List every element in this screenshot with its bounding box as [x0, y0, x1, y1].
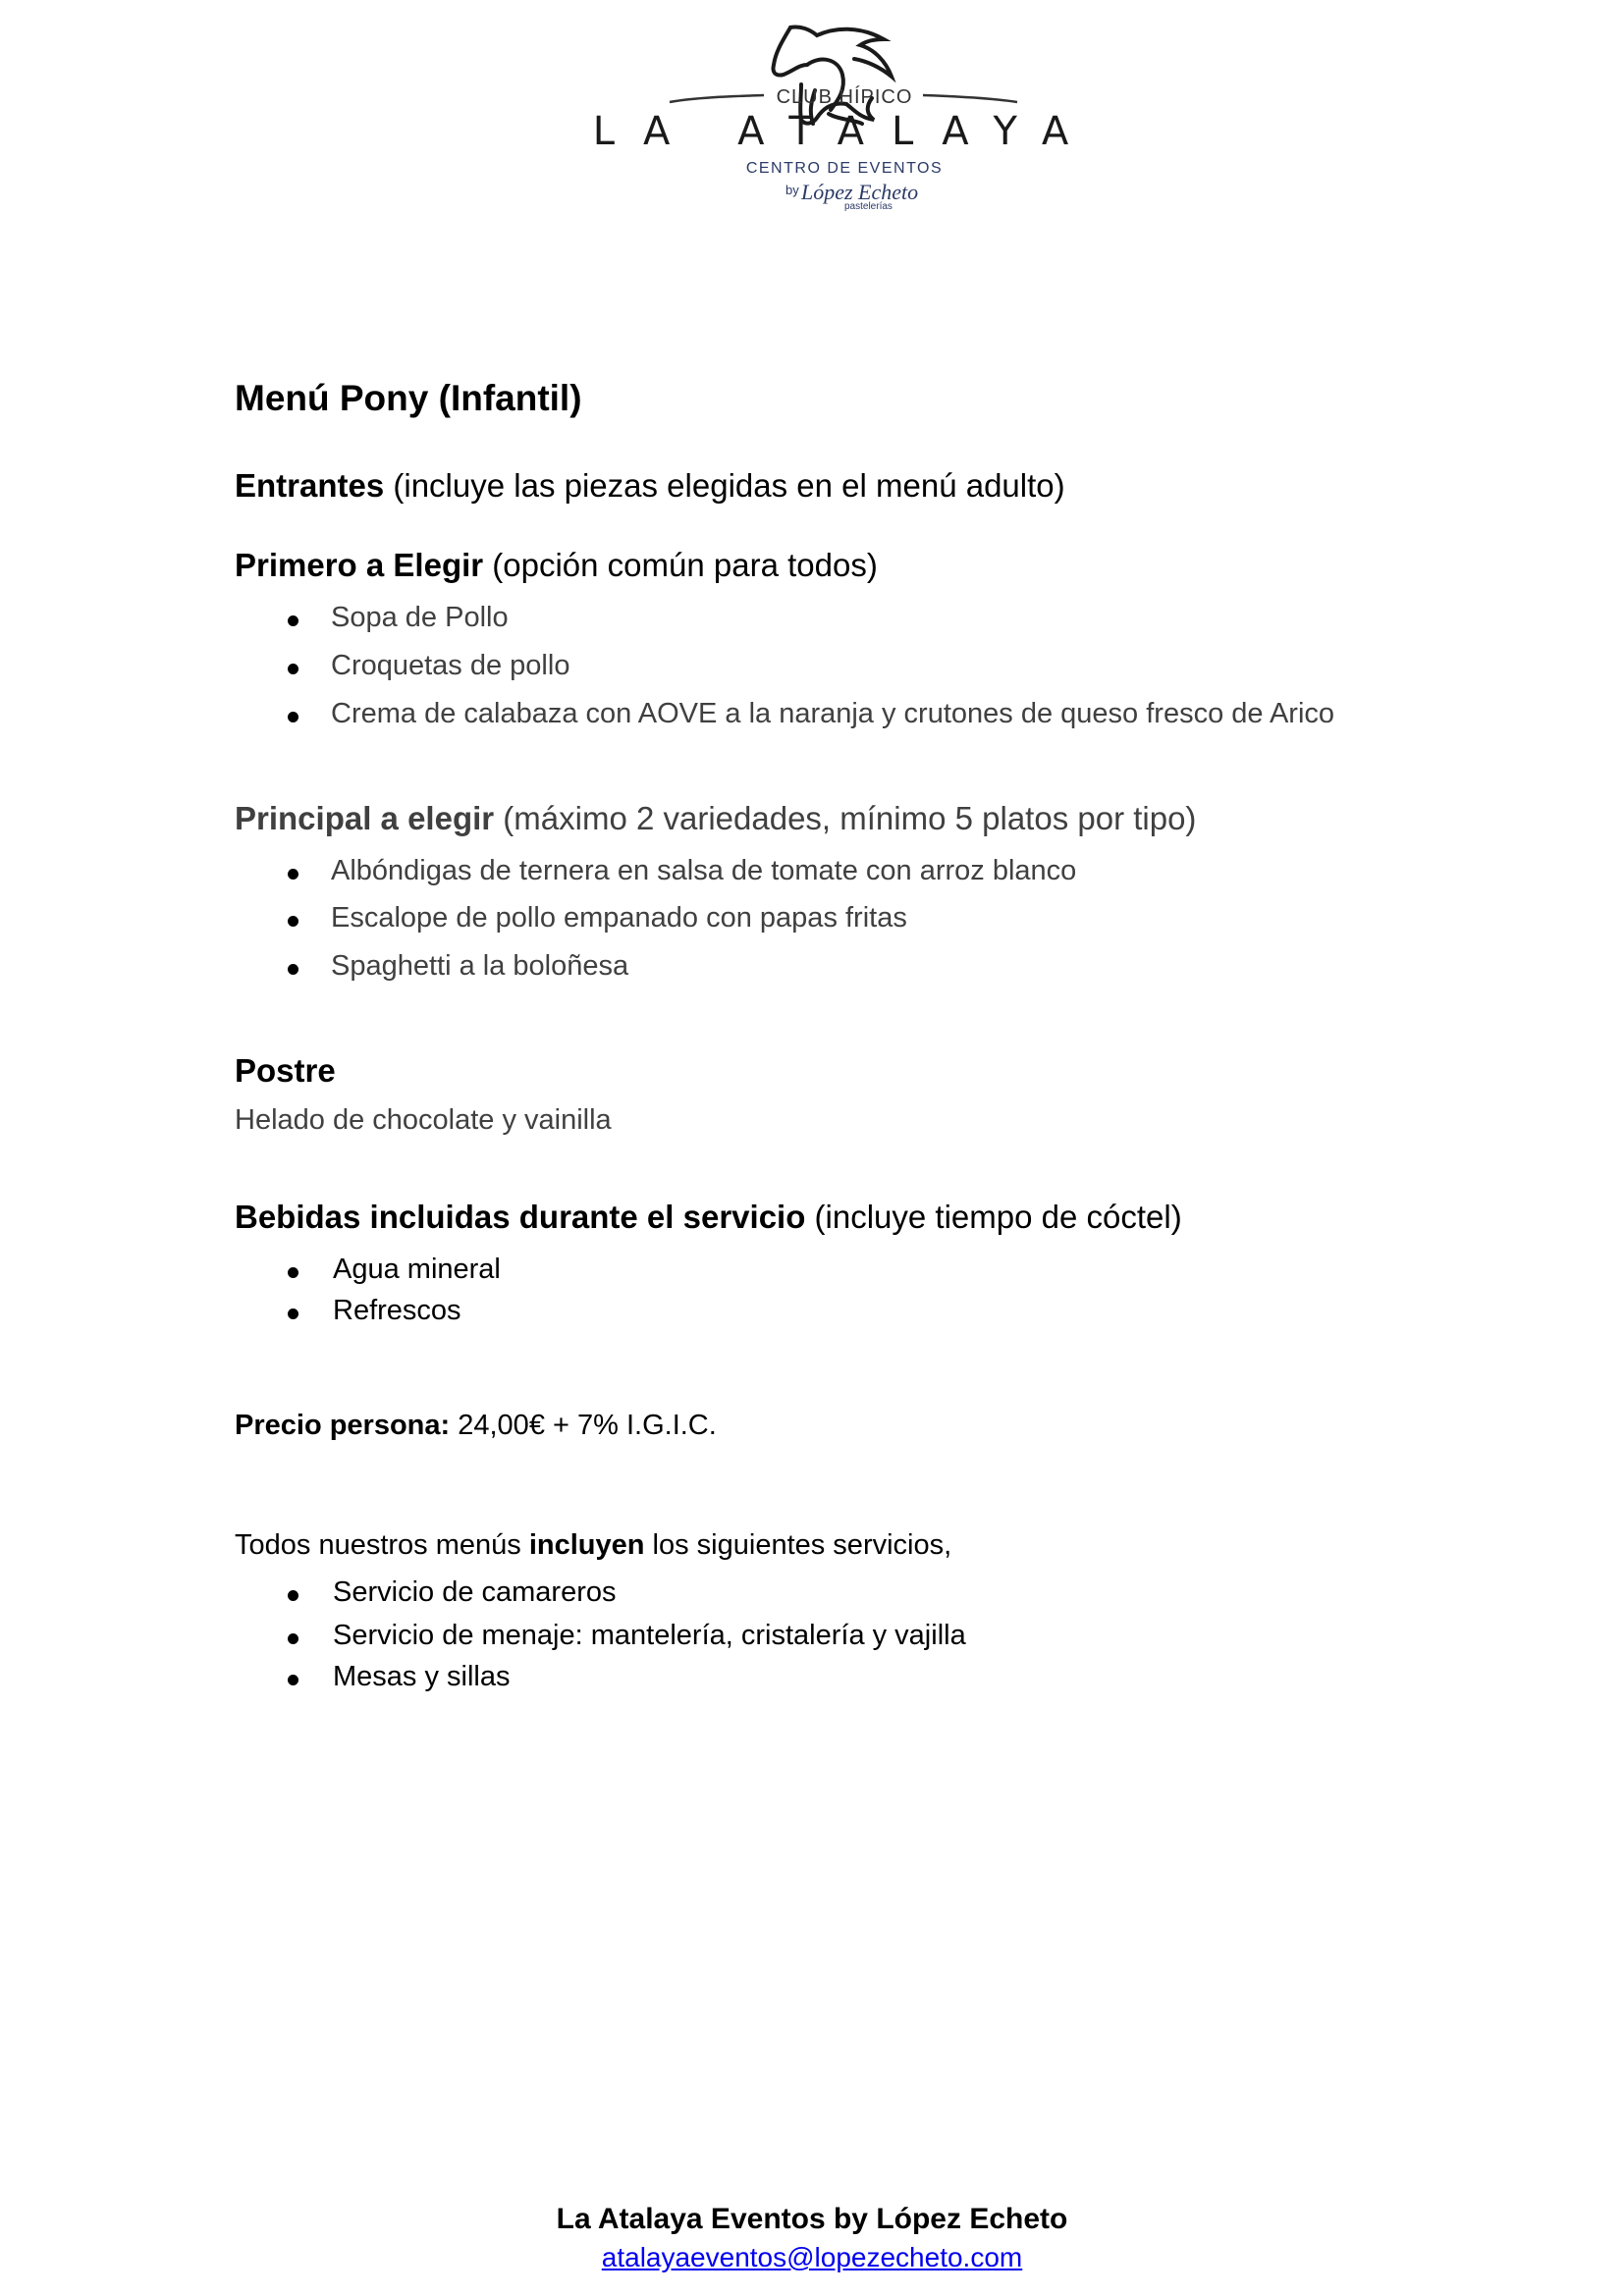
bebidas-label: Bebidas incluidas durante el servicio — [235, 1199, 806, 1235]
services-intro-text: Todos nuestros menús — [235, 1529, 529, 1561]
list-item: Croquetas de pollo — [331, 650, 570, 681]
bullet-icon — [288, 712, 298, 722]
bullet-icon — [288, 964, 298, 975]
list-item: Sopa de Pollo — [331, 602, 509, 633]
services-intro — [235, 1529, 951, 1562]
list-item: Spaghetti a la boloñesa — [331, 950, 629, 982]
primero-note: (opción común para todos) — [483, 547, 878, 583]
primero-label: Primero a Elegir — [235, 547, 484, 583]
list-item: Escalope de pollo empanado con papas fritas — [331, 902, 907, 934]
footer-email-link[interactable]: atalayaeventos@lopezecheto.com — [601, 2242, 1023, 2272]
price-value: 24,00€ + 7% I.G.I.C. — [450, 1410, 717, 1441]
services-intro-bold: incluyen — [528, 1529, 645, 1561]
postre-text: Helado de chocolate y vainilla — [235, 1104, 612, 1136]
logo-brand-sub: pastelerías — [844, 201, 893, 212]
logo-by: by — [785, 183, 799, 197]
logo-subtitle-bottom: CENTRO DE EVENTOS — [745, 160, 944, 177]
principal-label: Principal a elegir — [235, 800, 495, 836]
bullet-icon — [288, 869, 298, 880]
list-item: Servicio de camareros — [333, 1576, 617, 1608]
bullet-icon — [288, 1675, 298, 1685]
bullet-icon — [288, 1633, 298, 1644]
list-item: Crema de calabaza con AOVE a la naranja y crutones de queso fresco de Arico — [331, 698, 1335, 729]
section-bebidas — [235, 1199, 1182, 1236]
section-postre — [235, 1052, 336, 1090]
logo-brand: López Echeto — [801, 180, 919, 204]
list-item: Refrescos — [333, 1295, 461, 1326]
services-intro-text-end: los siguientes servicios, — [644, 1529, 952, 1561]
bebidas-note: (incluye tiempo de cóctel) — [805, 1199, 1182, 1235]
bullet-icon — [288, 664, 298, 674]
entrantes-note: (incluye las piezas elegidas en el menú adulto) — [384, 467, 1065, 504]
postre-label: Postre — [235, 1052, 336, 1089]
page-title: Menú Pony (Infantil) — [235, 378, 582, 418]
section-principal — [235, 800, 1196, 837]
logo-name: LA ATALAYA — [592, 109, 1097, 154]
bullet-icon — [288, 916, 298, 927]
list-item: Albóndigas de ternera en salsa de tomate con arroz blanco — [331, 855, 1077, 886]
footer-company: La Atalaya Eventos by López Echeto — [556, 2203, 1068, 2235]
price-line — [235, 1410, 717, 1442]
bullet-icon — [288, 1267, 298, 1278]
bullet-icon — [288, 1590, 298, 1601]
bullet-icon — [288, 615, 298, 626]
price-label: Precio persona: — [235, 1410, 451, 1441]
list-item: Mesas y sillas — [333, 1661, 511, 1692]
entrantes-label: Entrantes — [235, 467, 385, 504]
section-entrantes — [235, 467, 1065, 505]
bullet-icon — [288, 1308, 298, 1319]
club-logo — [589, 0, 1119, 324]
principal-note: (máximo 2 variedades, mínimo 5 platos por tipo) — [494, 800, 1197, 836]
list-item: Agua mineral — [333, 1254, 501, 1285]
list-item: Servicio de menaje: mantelería, cristalería y vajilla — [333, 1620, 966, 1651]
section-primero — [235, 547, 878, 584]
logo-subtitle-top: CLUB HÍPICO — [776, 86, 913, 108]
